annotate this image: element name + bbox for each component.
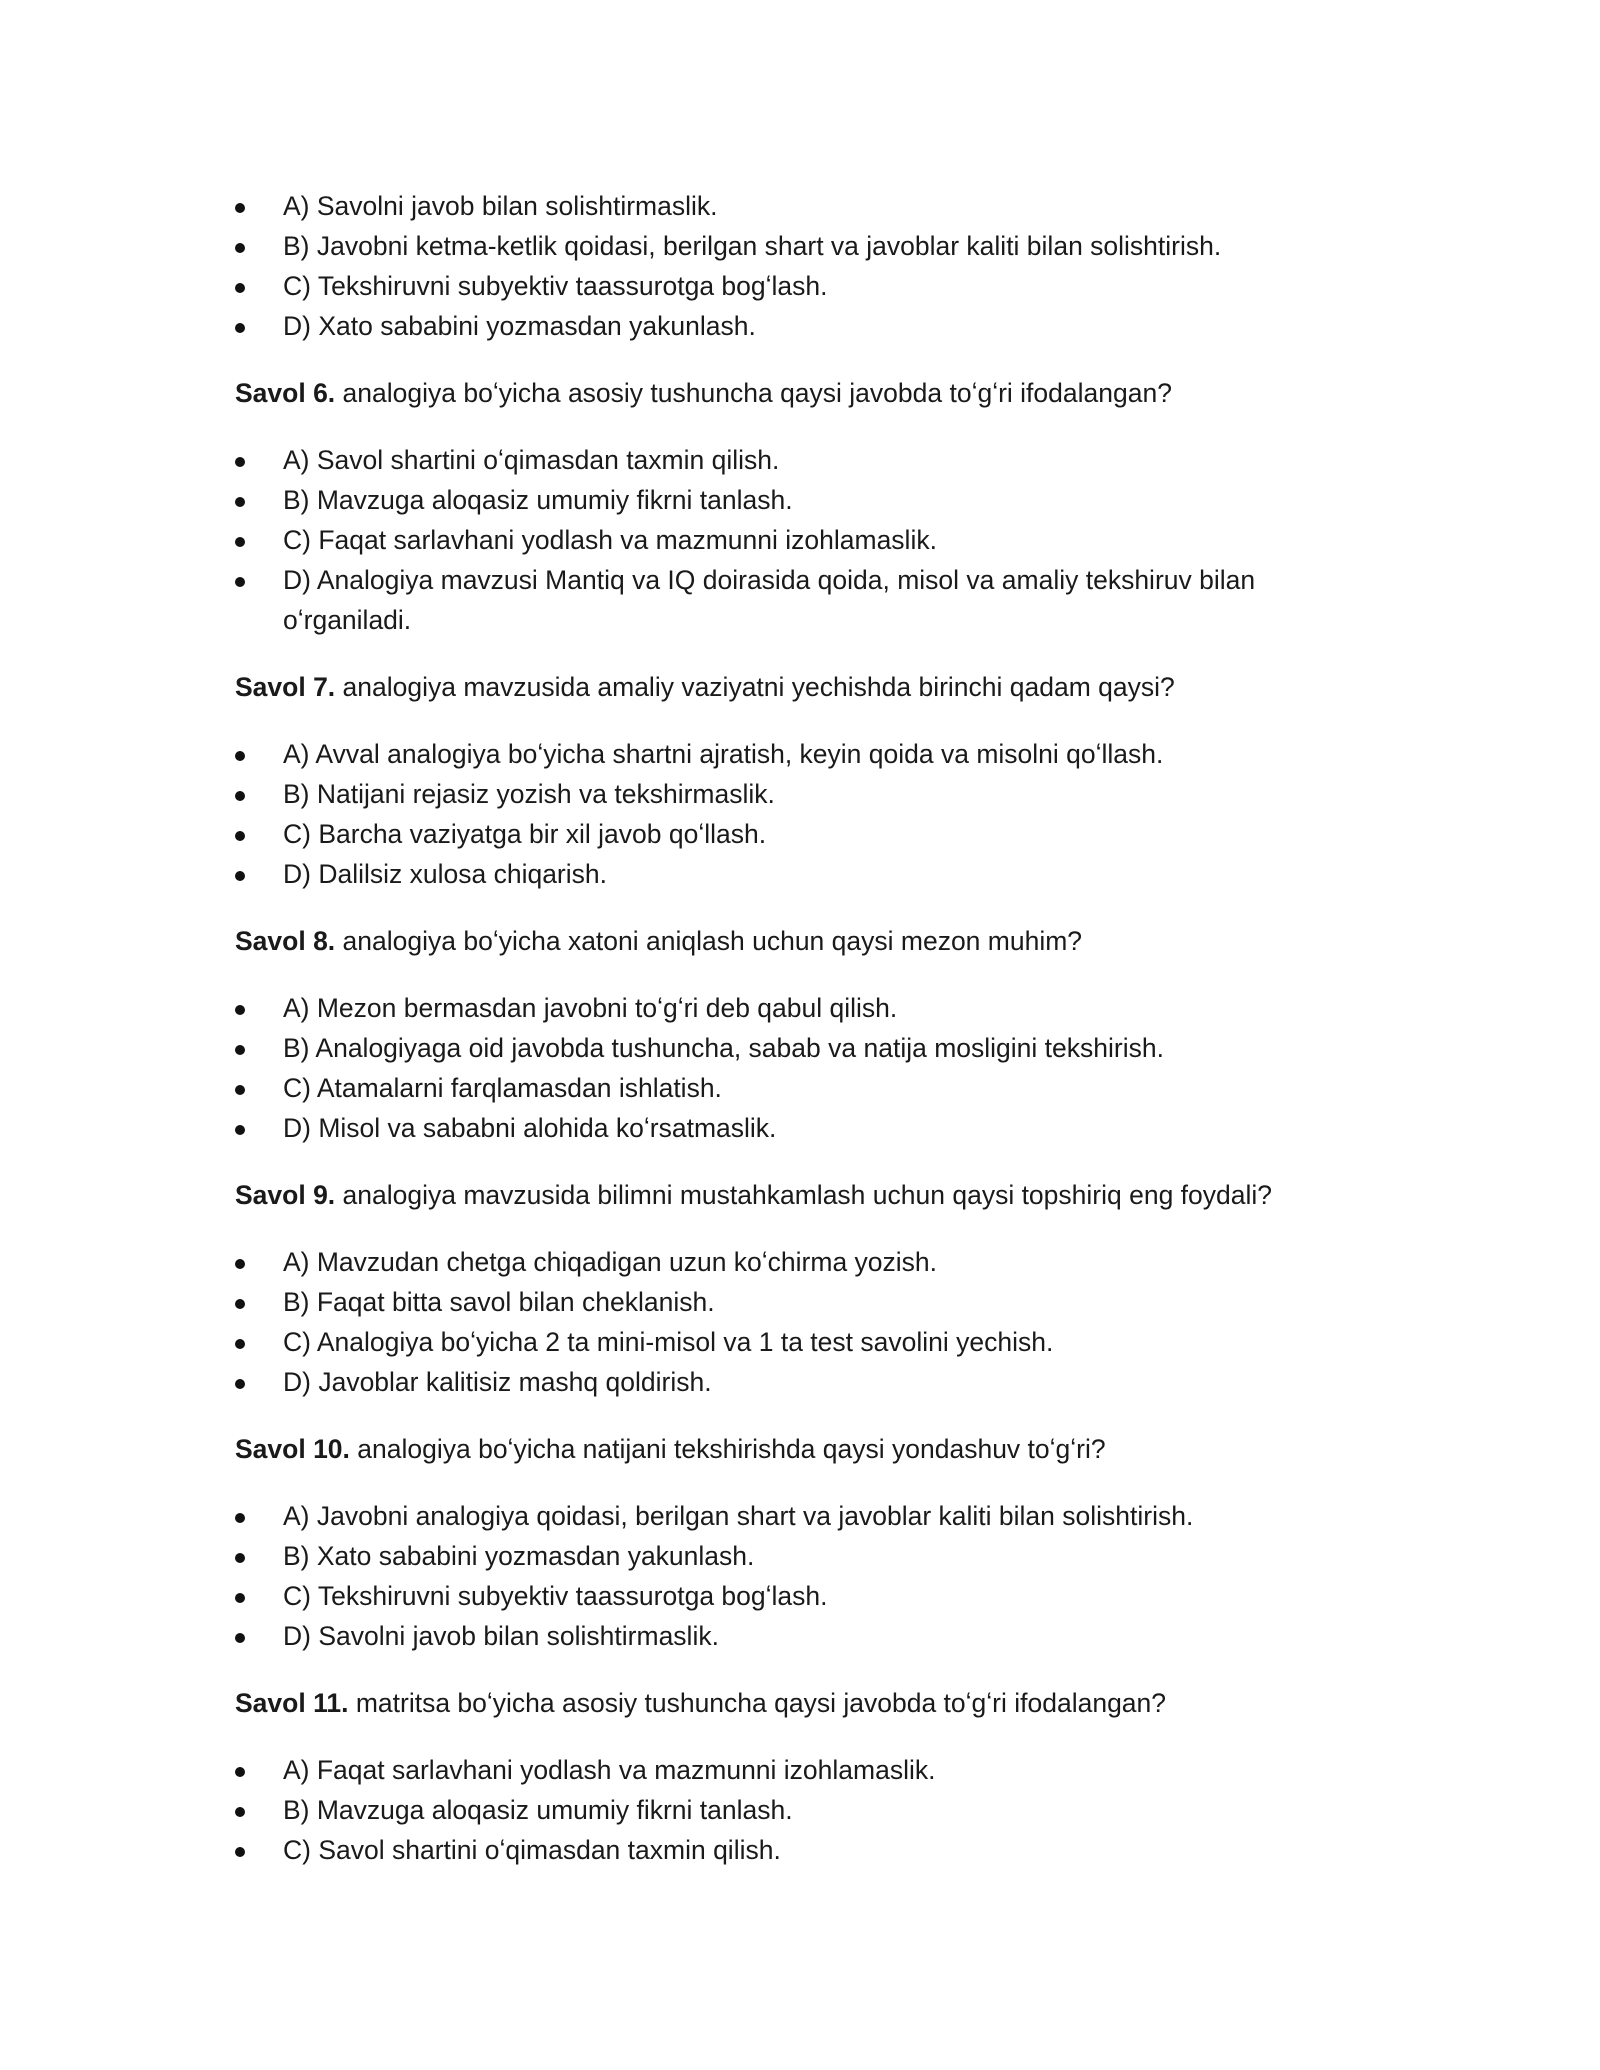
bullet-icon	[235, 1847, 245, 1857]
list-item	[235, 306, 1335, 346]
option-text: B) Faqat bitta savol bilan cheklanish.	[283, 1287, 715, 1317]
option-text: D) Misol va sababni alohida koʻrsatmaslik.	[283, 1113, 777, 1143]
question-number: Savol 7.	[235, 672, 336, 702]
list-item	[235, 734, 1335, 774]
list-item	[235, 440, 1335, 480]
list-item	[235, 1496, 1335, 1536]
question-7	[235, 667, 1335, 707]
bullet-icon	[235, 751, 245, 761]
list-item	[235, 1790, 1335, 1830]
option-text: A) Savolni javob bilan solishtirmaslik.	[283, 191, 718, 221]
question-number: Savol 6.	[235, 378, 336, 408]
option-text: B) Xato sababini yozmasdan yakunlash.	[283, 1541, 755, 1571]
list-item	[235, 854, 1335, 894]
bullet-icon	[235, 1299, 245, 1309]
list-item	[235, 1322, 1335, 1362]
bullet-icon	[235, 791, 245, 801]
option-text: D) Analogiya mavzusi Mantiq va IQ doirasida qoida, misol va amaliy tekshiruv bilan oʻrganiladi.	[283, 565, 1256, 635]
option-list	[235, 186, 1335, 346]
bullet-icon	[235, 1259, 245, 1269]
option-list	[235, 1750, 1335, 1870]
question-text: analogiya boʻyicha asosiy tushuncha qaysi javobda toʻgʻri ifodalangan?	[335, 378, 1172, 408]
option-text: D) Dalilsiz xulosa chiqarish.	[283, 859, 607, 889]
list-item	[235, 1028, 1335, 1068]
option-list	[235, 1242, 1335, 1402]
list-item	[235, 186, 1335, 226]
bullet-icon	[235, 243, 245, 253]
question-10	[235, 1429, 1335, 1469]
option-text: C) Faqat sarlavhani yodlash va mazmunni izohlamaslik.	[283, 525, 937, 555]
bullet-icon	[235, 577, 245, 587]
bullet-icon	[235, 1005, 245, 1015]
bullet-icon	[235, 497, 245, 507]
option-text: B) Analogiyaga oid javobda tushuncha, sabab va natija mosligini tekshirish.	[283, 1033, 1164, 1063]
bullet-icon	[235, 1633, 245, 1643]
question-number: Savol 9.	[235, 1180, 336, 1210]
question-text: analogiya boʻyicha natijani tekshirishda qaysi yondashuv toʻgʻri?	[349, 1434, 1106, 1464]
option-text: A) Mavzudan chetga chiqadigan uzun koʻchirma yozish.	[283, 1247, 938, 1277]
option-list	[235, 988, 1335, 1148]
bullet-icon	[235, 1085, 245, 1095]
bullet-icon	[235, 1513, 245, 1523]
list-item	[235, 520, 1335, 560]
list-item	[235, 814, 1335, 854]
list-item	[235, 1616, 1335, 1656]
option-text: B) Mavzuga aloqasiz umumiy fikrni tanlash.	[283, 1795, 793, 1825]
option-text: A) Faqat sarlavhani yodlash va mazmunni izohlamaslik.	[283, 1755, 936, 1785]
option-text: A) Savol shartini oʻqimasdan taxmin qilish.	[283, 445, 780, 475]
list-item	[235, 1282, 1335, 1322]
question-number: Savol 11.	[235, 1688, 349, 1718]
option-list	[235, 440, 1335, 640]
question-number: Savol 10.	[235, 1434, 350, 1464]
bullet-icon	[235, 871, 245, 881]
list-item	[235, 1108, 1335, 1148]
option-text: A) Mezon bermasdan javobni toʻgʻri deb qabul qilish.	[283, 993, 898, 1023]
list-item	[235, 1362, 1335, 1402]
bullet-icon	[235, 1767, 245, 1777]
option-text: C) Tekshiruvni subyektiv taassurotga bogʻlash.	[283, 271, 828, 301]
bullet-icon	[235, 283, 245, 293]
bullet-icon	[235, 1807, 245, 1817]
bullet-icon	[235, 457, 245, 467]
option-text: C) Barcha vaziyatga bir xil javob qoʻllash.	[283, 819, 767, 849]
option-text: D) Javoblar kalitisiz mashq qoldirish.	[283, 1367, 712, 1397]
bullet-icon	[235, 1339, 245, 1349]
option-text: C) Savol shartini oʻqimasdan taxmin qilish.	[283, 1835, 781, 1865]
bullet-icon	[235, 323, 245, 333]
question-text: matritsa boʻyicha asosiy tushuncha qaysi javobda toʻgʻri ifodalangan?	[348, 1688, 1167, 1718]
question-text: analogiya boʻyicha xatoni aniqlash uchun qaysi mezon muhim?	[335, 926, 1083, 956]
list-item	[235, 226, 1335, 266]
list-item	[235, 560, 1335, 640]
bullet-icon	[235, 1045, 245, 1055]
option-text: B) Mavzuga aloqasiz umumiy fikrni tanlash.	[283, 485, 793, 515]
question-number: Savol 8.	[235, 926, 336, 956]
option-text: C) Analogiya boʻyicha 2 ta mini-misol va 1 ta test savolini yechish.	[283, 1327, 1054, 1357]
list-item	[235, 774, 1335, 814]
option-text: D) Xato sababini yozmasdan yakunlash.	[283, 311, 756, 341]
bullet-icon	[235, 1379, 245, 1389]
list-item	[235, 1536, 1335, 1576]
question-8	[235, 921, 1335, 961]
bullet-icon	[235, 1593, 245, 1603]
question-9	[235, 1175, 1335, 1215]
option-list	[235, 734, 1335, 894]
option-text: B) Natijani rejasiz yozish va tekshirmaslik.	[283, 779, 775, 809]
bullet-icon	[235, 1125, 245, 1135]
option-text: A) Javobni analogiya qoidasi, berilgan shart va javoblar kaliti bilan solishtirish.	[283, 1501, 1194, 1531]
list-item	[235, 480, 1335, 520]
bullet-icon	[235, 1553, 245, 1563]
bullet-icon	[235, 203, 245, 213]
option-text: B) Javobni ketma-ketlik qoidasi, berilgan shart va javoblar kaliti bilan solishtirish.	[283, 231, 1222, 261]
document-page	[235, 186, 1335, 1870]
option-text: D) Savolni javob bilan solishtirmaslik.	[283, 1621, 719, 1651]
bullet-icon	[235, 831, 245, 841]
question-6	[235, 373, 1335, 413]
question-text: analogiya mavzusida amaliy vaziyatni yechishda birinchi qadam qaysi?	[335, 672, 1175, 702]
question-11	[235, 1683, 1335, 1723]
question-text: analogiya mavzusida bilimni mustahkamlash uchun qaysi topshiriq eng foydali?	[335, 1180, 1273, 1210]
option-list	[235, 1496, 1335, 1656]
option-text: C) Tekshiruvni subyektiv taassurotga bogʻlash.	[283, 1581, 828, 1611]
list-item	[235, 988, 1335, 1028]
list-item	[235, 1242, 1335, 1282]
list-item	[235, 1750, 1335, 1790]
option-text: A) Avval analogiya boʻyicha shartni ajratish, keyin qoida va misolni qoʻllash.	[283, 739, 1164, 769]
bullet-icon	[235, 537, 245, 547]
list-item	[235, 1830, 1335, 1870]
option-text: C) Atamalarni farqlamasdan ishlatish.	[283, 1073, 722, 1103]
list-item	[235, 1576, 1335, 1616]
list-item	[235, 266, 1335, 306]
list-item	[235, 1068, 1335, 1108]
